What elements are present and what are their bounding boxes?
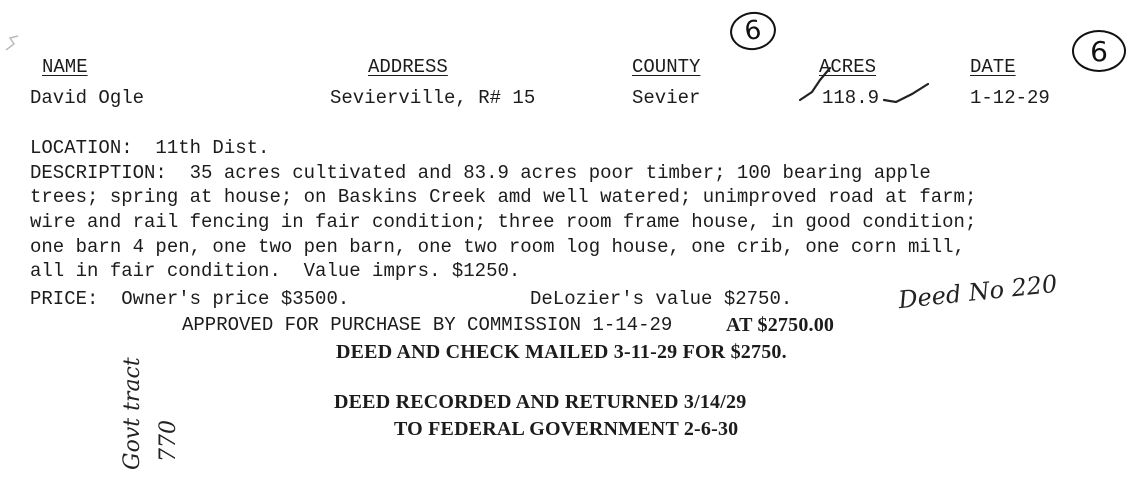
- deed-recorded: DEED RECORDED AND RETURNED 3/14/29: [334, 391, 747, 413]
- header-acres: ACRES: [819, 56, 877, 78]
- deed-check-mailed: DEED AND CHECK MAILED 3-11-29 FOR $2750.: [336, 341, 787, 363]
- handwritten-govt-tract: Govt tract: [120, 357, 145, 470]
- description-line-4: one barn 4 pen, one two pen barn, one two room log house, one crib, one corn mill,: [30, 236, 965, 258]
- delozier-value: DeLozier's value $2750.: [530, 288, 793, 310]
- record-name: David Ogle: [30, 87, 145, 109]
- record-acres: 118.9: [822, 87, 880, 109]
- approved-amount: AT $2750.00: [726, 314, 835, 336]
- description-line-2: trees; spring at house; on Baskins Creek amd well watered; unimproved road at farm;: [30, 186, 977, 208]
- to-federal-government: TO FEDERAL GOVERNMENT 2-6-30: [394, 418, 739, 440]
- header-county: COUNTY: [632, 56, 701, 78]
- location-line: LOCATION: 11th Dist.: [30, 137, 270, 159]
- header-name: NAME: [42, 56, 88, 78]
- record-address: Sevierville, R# 15: [330, 87, 536, 109]
- circled-number-right-text: 6: [1090, 34, 1108, 68]
- approved-line: APPROVED FOR PURCHASE BY COMMISSION 1-14-29: [182, 314, 673, 336]
- description-line-1: DESCRIPTION: 35 acres cultivated and 83.9 acres poor timber; 100 bearing apple: [30, 162, 931, 184]
- handwritten-deed-no: Deed No 220: [896, 269, 1059, 315]
- record-date: 1-12-29: [970, 87, 1050, 109]
- circled-number-right: [1072, 30, 1126, 72]
- record-county: Sevier: [632, 87, 701, 109]
- header-address: ADDRESS: [368, 56, 448, 78]
- description-line-5: all in fair condition. Value imprs. $1250.: [30, 260, 521, 282]
- handwritten-tract-number: 770: [156, 420, 181, 462]
- circled-number-top-text: 6: [742, 14, 764, 48]
- owner-price: PRICE: Owner's price $3500.: [30, 288, 350, 310]
- description-line-3: wire and rail fencing in fair condition; three room frame house, in good condition;: [30, 211, 977, 233]
- header-date: DATE: [970, 56, 1016, 78]
